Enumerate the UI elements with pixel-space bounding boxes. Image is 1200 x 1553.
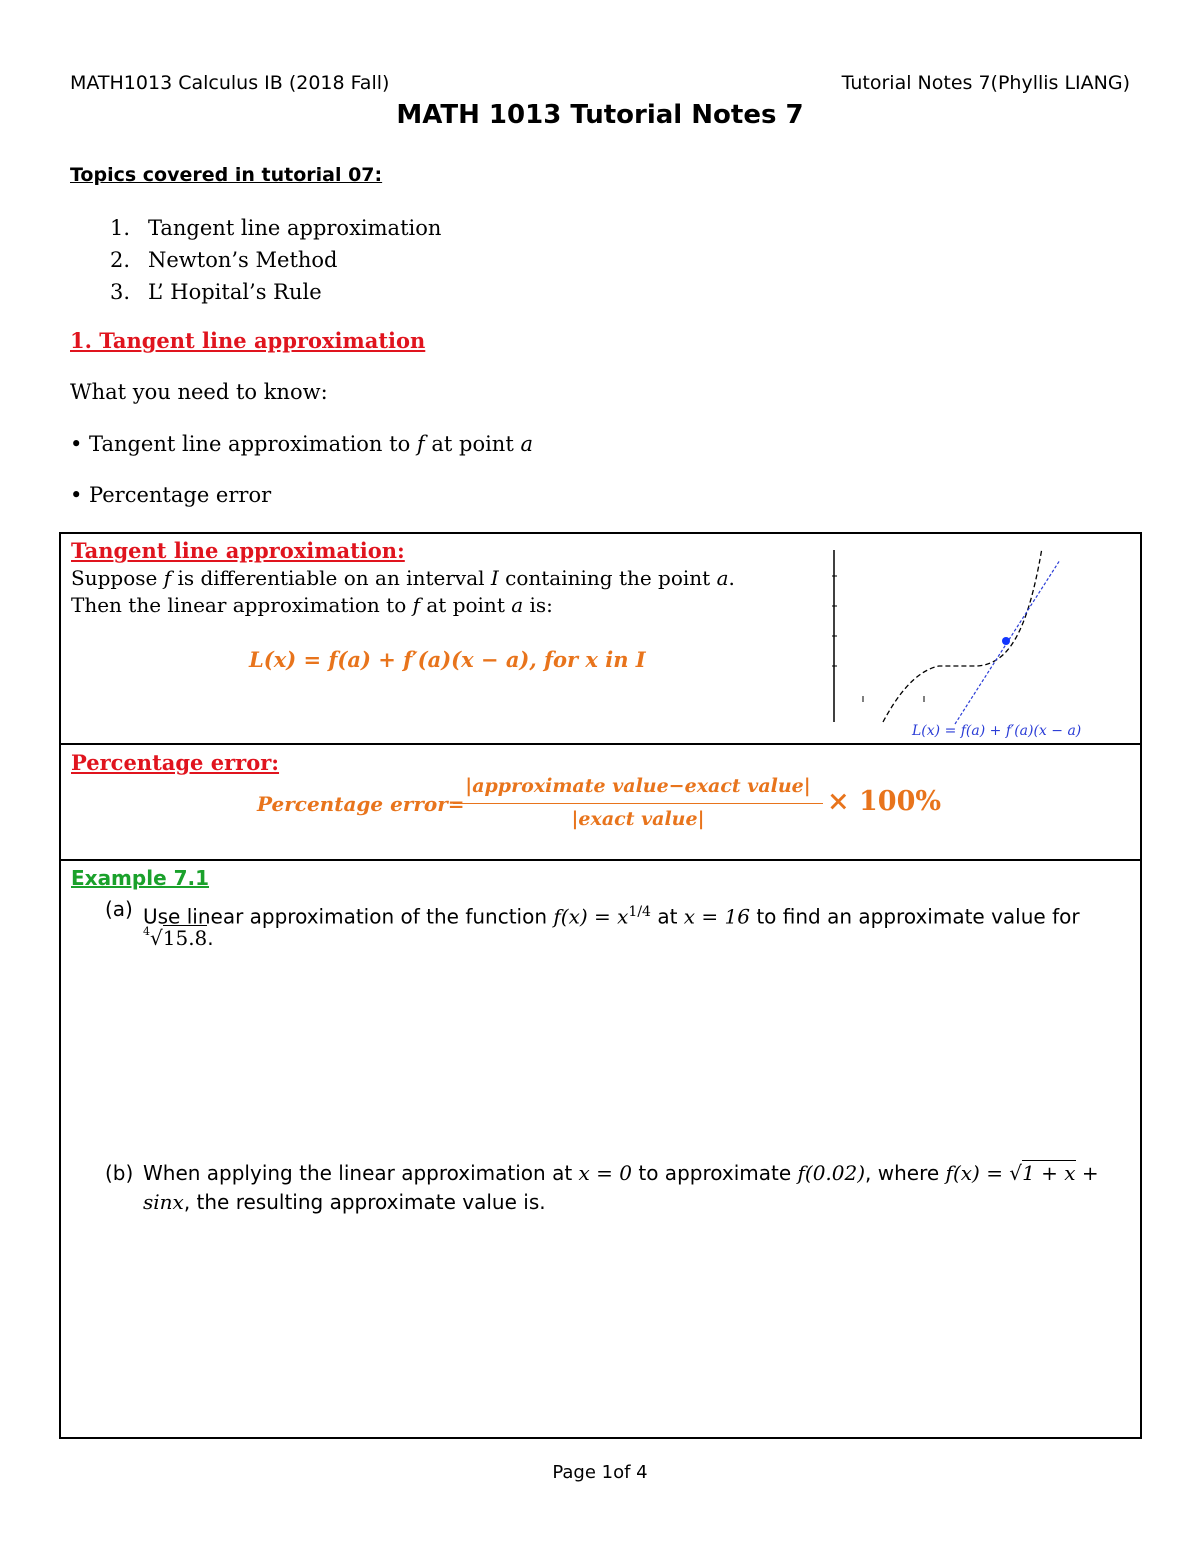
part-b-text [143, 1161, 1103, 1185]
list-item [110, 212, 441, 244]
tangent-definition-box [59, 532, 1142, 745]
example-heading: Example 7.1 [71, 866, 210, 890]
tangent-graph [827, 546, 1137, 741]
example-box [59, 859, 1142, 1439]
math-var: f [163, 566, 172, 590]
list-item-number: 1. [110, 216, 131, 240]
times-100-percent: × 100% [827, 786, 942, 817]
list-item-number: 2. [110, 248, 131, 272]
header-left: MATH1013 Calculus IB (2018 Fall) [70, 72, 390, 94]
part-a-label: (a) [105, 897, 133, 921]
math-expr: f(x) = x [553, 904, 629, 929]
list-item-text: Tangent line approximation [148, 216, 442, 240]
definition-line-2 [71, 593, 553, 617]
box-heading: Percentage error: [71, 750, 280, 775]
math-var: a [520, 432, 533, 456]
box-heading: Tangent line approximation: [71, 538, 405, 563]
text: to find an approximate value for [756, 904, 1080, 929]
list-item-text: Newton’s Method [148, 248, 338, 272]
math-expr: x = 16 [683, 904, 750, 929]
text: Then the linear approximation to [71, 593, 407, 617]
math-var: f [416, 432, 425, 456]
text: When applying the linear approximation at [143, 1161, 573, 1185]
percentage-error-lhs: Percentage error= [257, 792, 465, 816]
text: . [207, 926, 214, 950]
math-expr: f(x) = √ [945, 1161, 1023, 1185]
definition-line-1 [71, 566, 735, 590]
text: Use linear approximation of the function [143, 904, 548, 929]
part-b-text-continued [143, 1190, 546, 1214]
math-var: I [490, 566, 499, 590]
math-var: f [412, 593, 421, 617]
graph-label: L(x) = f(a) + f′(a)(x − a) [912, 723, 1082, 739]
bullet-percentage: • Percentage error [70, 483, 272, 507]
text: Suppose [71, 566, 158, 590]
list-item [110, 276, 441, 308]
fraction-numerator: |approximate value−exact value| [465, 775, 811, 797]
list-item [110, 244, 441, 276]
math-var: a [511, 593, 524, 617]
percentage-error-box [59, 743, 1142, 861]
text: to approximate [638, 1161, 792, 1185]
math-expr: f(0.02) [797, 1161, 866, 1185]
fraction-denominator: |exact value| [571, 808, 705, 830]
list-item-text: L’ Hopital’s Rule [148, 280, 322, 304]
part-b-label: (b) [105, 1161, 134, 1185]
text: , where [865, 1161, 940, 1185]
bullet-text: • Tangent line approximation to [70, 432, 411, 456]
radicand: 1 + x [1022, 1161, 1076, 1185]
header-right: Tutorial Notes 7(Phyllis LIANG) [841, 72, 1130, 94]
radical-sign: √ [150, 926, 163, 950]
topics-heading: Topics covered in tutorial 07: [70, 164, 383, 186]
linear-approx-formula: L(x) = f(a) + f′(a)(x − a), for x in I [249, 647, 646, 672]
list-item-number: 3. [110, 280, 131, 304]
text: , the resulting approximate value is. [183, 1190, 546, 1214]
need-to-know: What you need to know: [70, 380, 328, 404]
fraction-bar [453, 803, 823, 804]
bullet-tangent [70, 432, 533, 456]
math-operator: + [1081, 1161, 1099, 1185]
tangency-point [1002, 637, 1010, 645]
part-a-text [143, 897, 1103, 932]
text: at point [426, 593, 505, 617]
page-number: Page 1of 4 [552, 1462, 648, 1483]
math-expr: x = 0 [578, 1161, 633, 1185]
function-curve [883, 548, 1042, 722]
text: at [657, 904, 678, 929]
radicand: 15.8 [162, 926, 208, 950]
root-index: 4 [143, 925, 150, 938]
page-title: MATH 1013 Tutorial Notes 7 [396, 100, 804, 130]
math-var: a [716, 566, 729, 590]
text: . [728, 566, 735, 590]
math-exponent: 1/4 [628, 904, 651, 920]
text: is differentiable on an interval [177, 566, 485, 590]
bullet-text: at point [431, 432, 514, 456]
fourth-root-expression [143, 925, 214, 951]
section-heading: 1. Tangent line approximation [70, 328, 426, 353]
text: is: [529, 593, 553, 617]
math-expr: sinx [143, 1190, 184, 1214]
text: containing the point [505, 566, 711, 590]
topics-list [110, 212, 441, 308]
